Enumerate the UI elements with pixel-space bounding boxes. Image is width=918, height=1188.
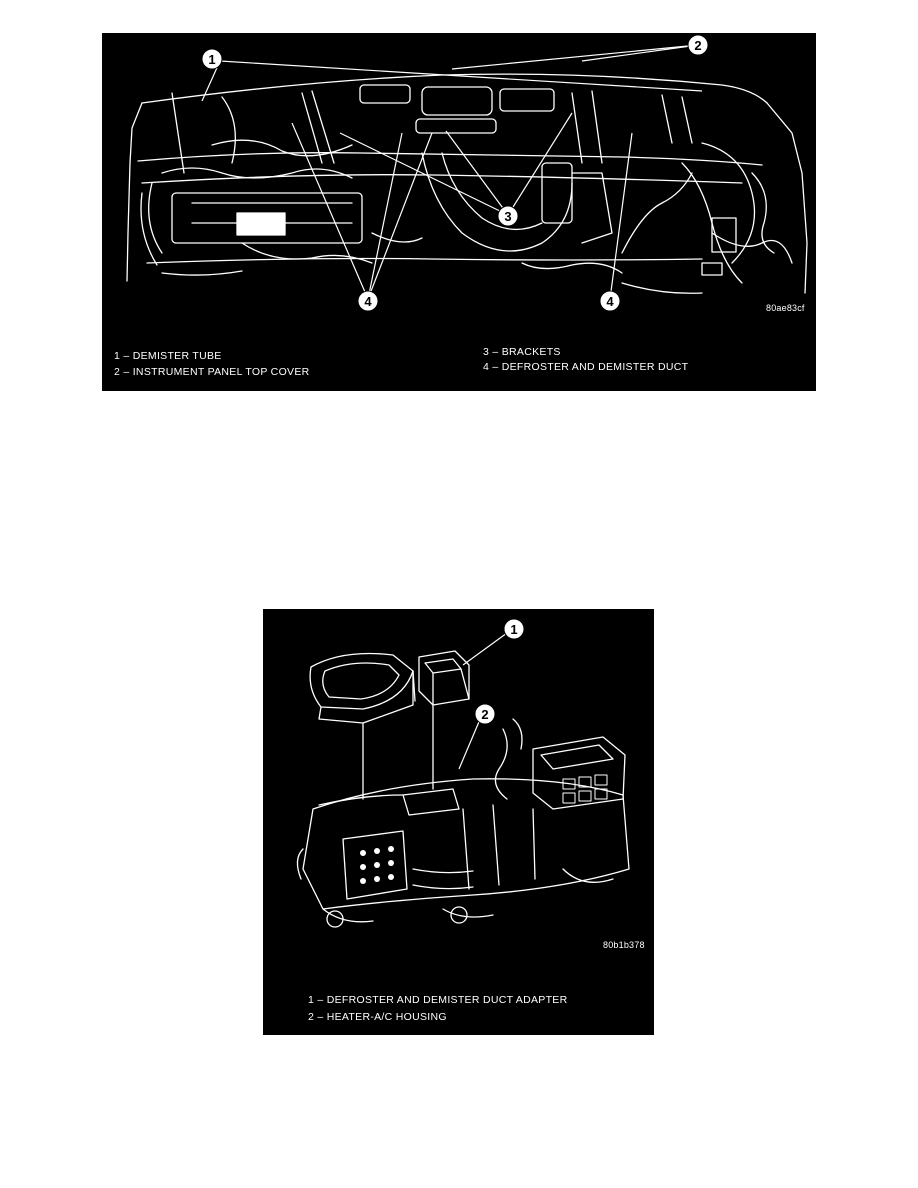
legend-item-brackets: 3 – BRACKETS [483, 346, 561, 358]
instrument-panel-illustration [102, 33, 816, 391]
heater-housing-illustration [263, 609, 654, 1035]
callout-2-label: 2 [481, 707, 489, 722]
legend-item-demister-tube: 1 – DEMISTER TUBE [114, 350, 222, 362]
callout-4b-label: 4 [606, 294, 614, 309]
figure-instrument-panel [102, 33, 816, 391]
callout-1-label: 1 [208, 52, 216, 67]
legend-item-top-cover: 2 – INSTRUMENT PANEL TOP COVER [114, 366, 310, 378]
callout-2-label: 2 [694, 38, 702, 53]
callout-1-label: 1 [510, 622, 518, 637]
legend-item-duct-adapter: 1 – DEFROSTER AND DEMISTER DUCT ADAPTER [308, 994, 568, 1006]
callout-3-label: 3 [504, 209, 512, 224]
callout-4-label: 4 [364, 294, 372, 309]
legend-item-defroster-duct: 4 – DEFROSTER AND DEMISTER DUCT [483, 361, 689, 373]
figure-code: 80b1b378 [603, 940, 645, 950]
figure-code: 80ae83cf [766, 303, 805, 313]
figure-heater-housing [263, 609, 654, 1035]
legend-item-heater-housing: 2 – HEATER-A/C HOUSING [308, 1011, 447, 1023]
